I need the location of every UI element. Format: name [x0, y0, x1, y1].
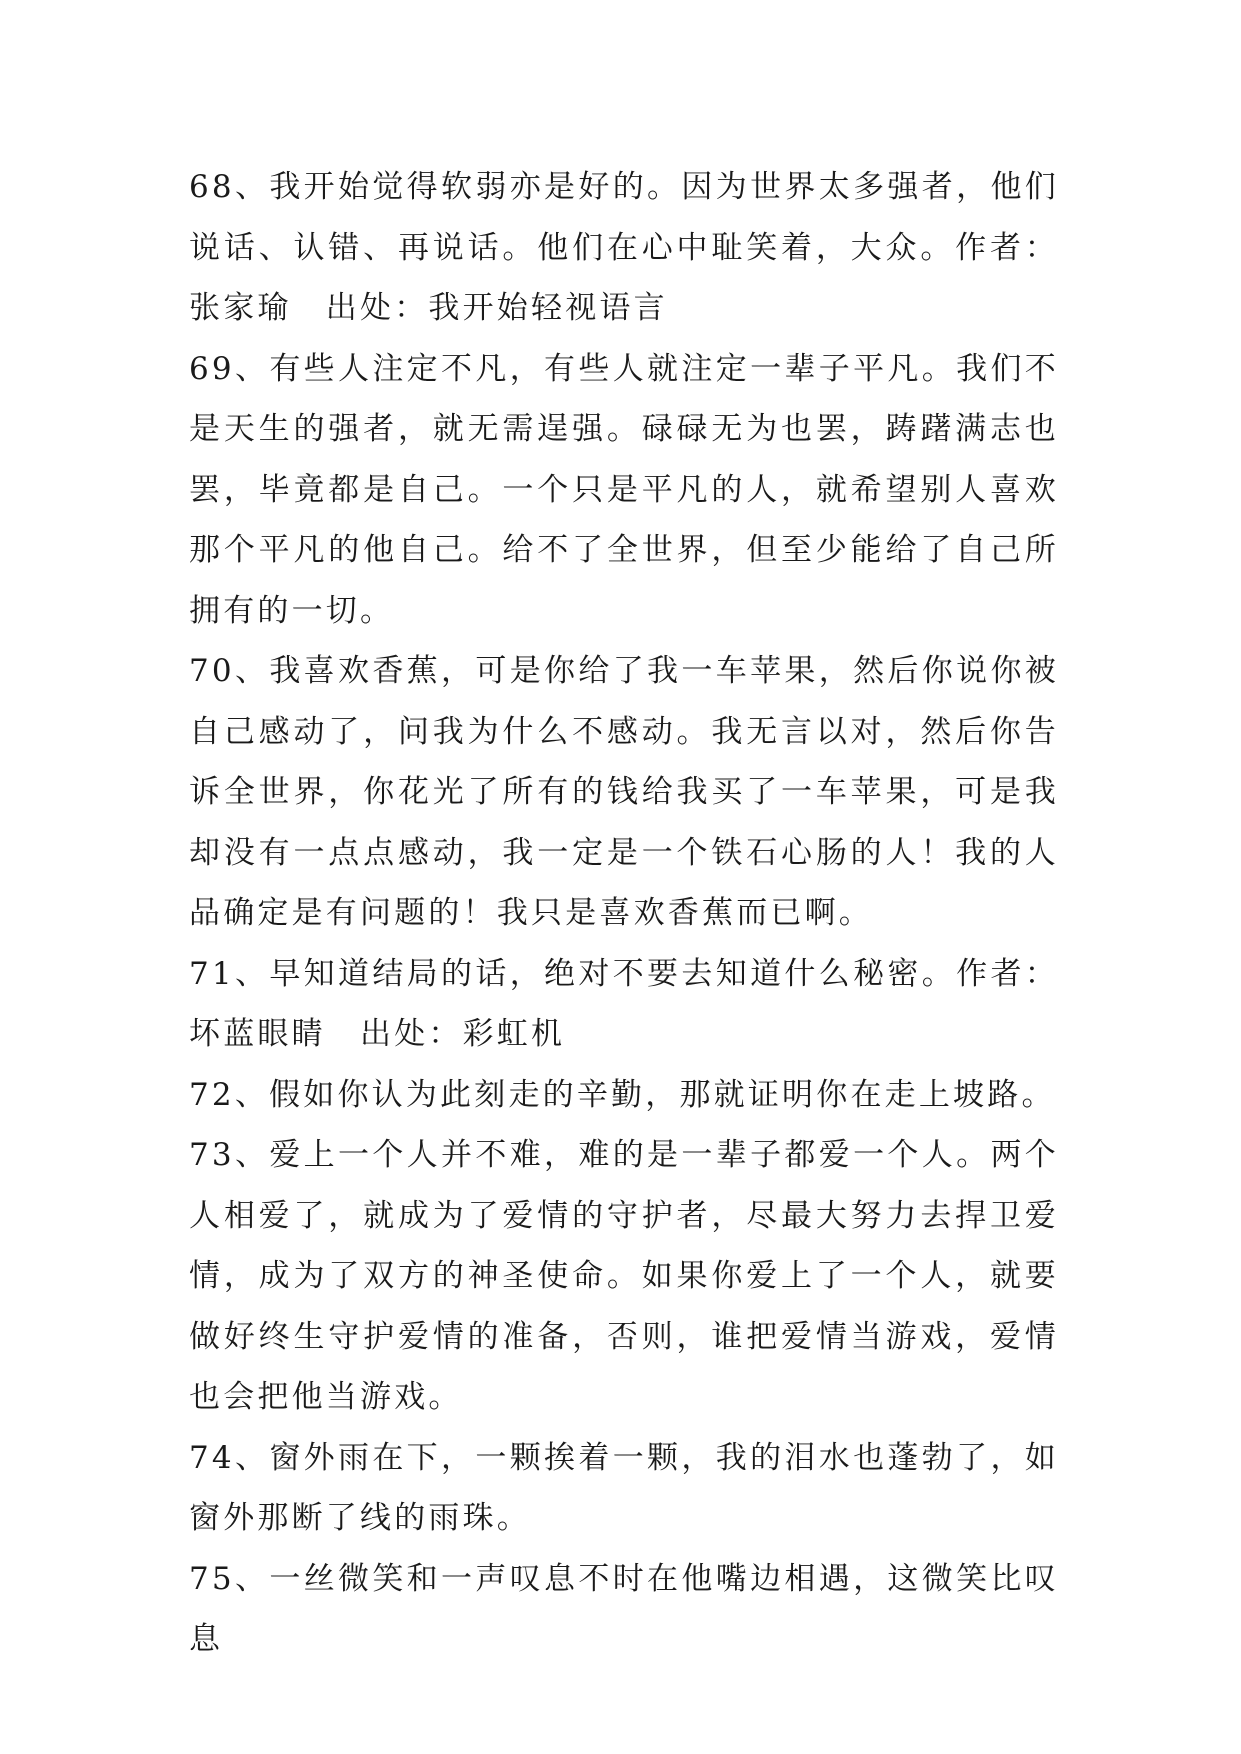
quote-paragraph-70: 70、我喜欢香蕉，可是你给了我一车苹果，然后你说你被自己感动了，问我为什么不感动。我无言以对，然后你告诉全世界，你花光了所有的钱给我买了一车苹果，可是我却没有一点点感动，我一定是一个铁石心肠的人！我的人品确定是有问题的！我只是喜欢香蕉而已啊。 — [189, 653, 1059, 931]
quote-paragraph-68: 68、我开始觉得软弱亦是好的。因为世界太多强者，他们说话、认错、再说话。他们在心中耻笑着，大众。作者：张家瑜 出处：我开始轻视语言 — [189, 169, 1059, 326]
quote-paragraph-73: 73、爱上一个人并不难，难的是一辈子都爱一个人。两个人相爱了，就成为了爱情的守护者，尽最大努力去捍卫爱情，成为了双方的神圣使命。如果你爱上了一个人，就要做好终生守护爱情的准备，否则，谁把爱情当游戏，爱情也会把他当游戏。 — [189, 1137, 1059, 1415]
document-body — [189, 157, 1059, 1670]
quote-paragraph-71: 71、早知道结局的话，绝对不要去知道什么秘密。作者：坏蓝眼睛 出处：彩虹机 — [189, 955, 1059, 1052]
quote-paragraph-72: 72、假如你认为此刻走的辛勤，那就证明你在走上坡路。 — [189, 1076, 1056, 1113]
quote-paragraph-69: 69、有些人注定不凡，有些人就注定一辈子平凡。我们不是天生的强者，就无需逞强。碌碌无为也罢，踌躇满志也罢，毕竟都是自己。一个只是平凡的人，就希望别人喜欢那个平凡的他自己。给不了全世界，但至少能给了自己所拥有的一切。 — [189, 350, 1059, 629]
quote-paragraph-74: 74、窗外雨在下，一颗挨着一颗，我的泪水也蓬勃了，如窗外那断了线的雨珠。 — [189, 1439, 1059, 1536]
quote-paragraph-75: 75、一丝微笑和一声叹息不时在他嘴边相遇，这微笑比叹息 — [189, 1560, 1059, 1657]
